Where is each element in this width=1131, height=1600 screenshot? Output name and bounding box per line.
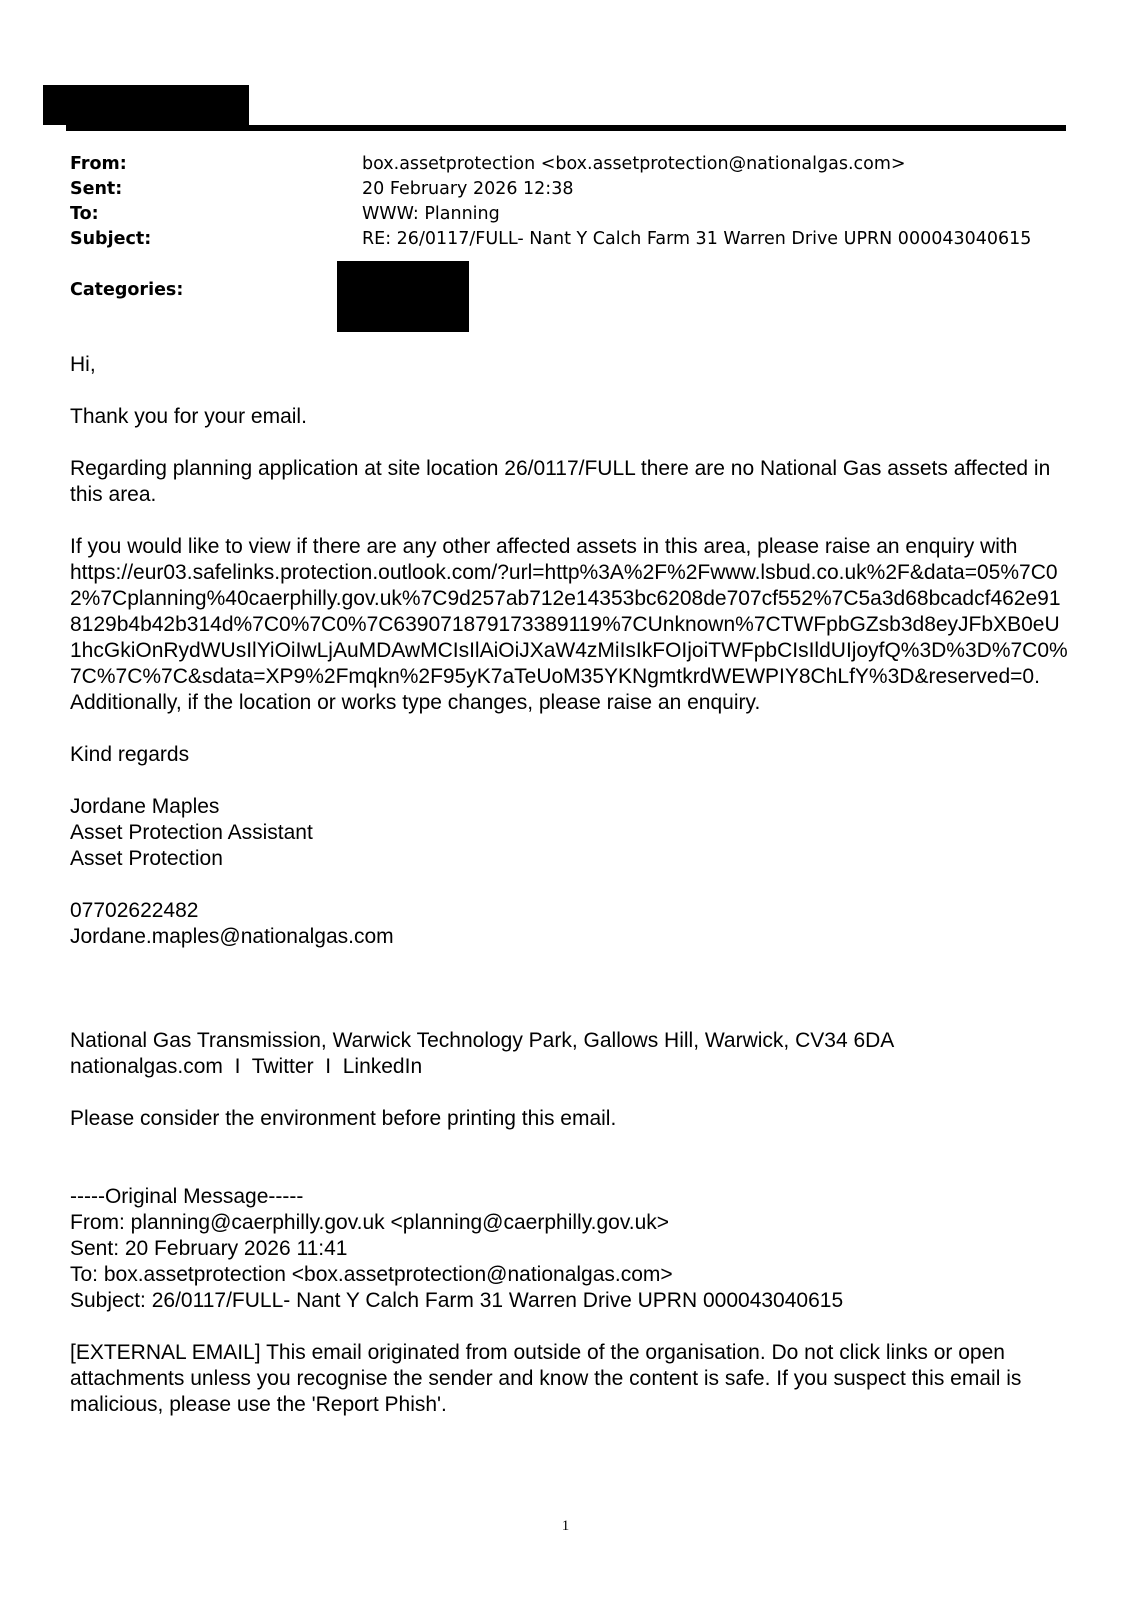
from-value: box.assetprotection <box.assetprotection@nationalgas.com> <box>362 154 906 174</box>
sent-label: Sent: <box>70 179 123 199</box>
subject-value: RE: 26/0117/FULL- Nant Y Calch Farm 31 Warren Drive UPRN 000043040615 <box>362 229 1032 249</box>
signature-name: Jordane Maples <box>70 795 220 818</box>
original-subject: Subject: 26/0117/FULL- Nant Y Calch Farm 31 Warren Drive UPRN 000043040615 <box>70 1289 844 1312</box>
original-sent: Sent: 20 February 2026 11:41 <box>70 1237 348 1260</box>
lsbud-link[interactable]: https://eur03.safelinks.protection.outlook.com/?url=http%3A%2F%2Fwww.lsbud.co.uk%2F&data=05%7C02%7Cplanning%40caerphilly.gov.uk%7C9d257ab712e14353bc6208de707cf552%7C5a3d68bcadcf462e918129b4b42b314d%7C0%7C0%7C639071879173389119%7CUnknown%7CTWFpbGZsb3d8eyJFbXB0eU1hcGkiOnRydWUsIlYiOiIwLjAuMDAwMCIsIlAiOiJXaW4zMiIsIkFOIjoiTWFpbCIsIldUIjoyfQ%3D%3D%7C0%7C%7C%7C&sdata=XP9%2Fmqkn%2F95yK7aTeUoM35YKNgmtkrdWEWPIY8ChLfY%3D&reserved=0. <box>70 561 1068 688</box>
categories-label: Categories: <box>70 280 184 300</box>
signature-title: Asset Protection Assistant <box>70 821 313 844</box>
greeting: Hi, <box>70 353 96 376</box>
redaction-block-categories <box>337 261 469 332</box>
environment-note: Please consider the environment before printing this email. <box>70 1107 617 1130</box>
thanks-line: Thank you for your email. <box>70 405 307 428</box>
enquiry-paragraph <box>70 534 1070 716</box>
subject-label: Subject: <box>70 229 152 249</box>
enquiry-tail: Additionally, if the location or works type changes, please raise an enquiry. <box>70 691 761 714</box>
to-value: WWW: Planning <box>362 204 500 224</box>
redaction-block-top <box>43 85 249 125</box>
signoff: Kind regards <box>70 743 190 766</box>
assets-paragraph: Regarding planning application at site location 26/0117/FULL there are no National Gas assets affected in this area. <box>70 457 1051 506</box>
page-number: 1 <box>561 1518 570 1534</box>
original-message-divider: -----Original Message----- <box>70 1185 304 1208</box>
signature-email: Jordane.maples@nationalgas.com <box>70 925 394 948</box>
original-to: To: box.assetprotection <box.assetprotection@nationalgas.com> <box>70 1263 673 1286</box>
original-from: From: planning@caerphilly.gov.uk <planning@caerphilly.gov.uk> <box>70 1211 670 1234</box>
from-label: From: <box>70 154 127 174</box>
external-email-warning: [EXTERNAL EMAIL] This email originated from outside of the organisation. Do not click links or open attachments unless you recognise the sender and know the content is safe. If you suspect this email is malicious, please use the 'Report Phish'. <box>70 1341 1022 1416</box>
company-links: nationalgas.com I Twitter I LinkedIn <box>70 1055 423 1078</box>
enquiry-intro: If you would like to view if there are any other affected assets in this area, please raise an enquiry with <box>70 535 1018 558</box>
header-rule <box>66 125 1066 131</box>
email-body <box>70 352 1070 1418</box>
company-address: National Gas Transmission, Warwick Technology Park, Gallows Hill, Warwick, CV34 6DA <box>70 1029 895 1052</box>
signature-department: Asset Protection <box>70 847 223 870</box>
to-label: To: <box>70 204 99 224</box>
signature-phone: 07702622482 <box>70 899 199 922</box>
sent-value: 20 February 2026 12:38 <box>362 179 574 199</box>
